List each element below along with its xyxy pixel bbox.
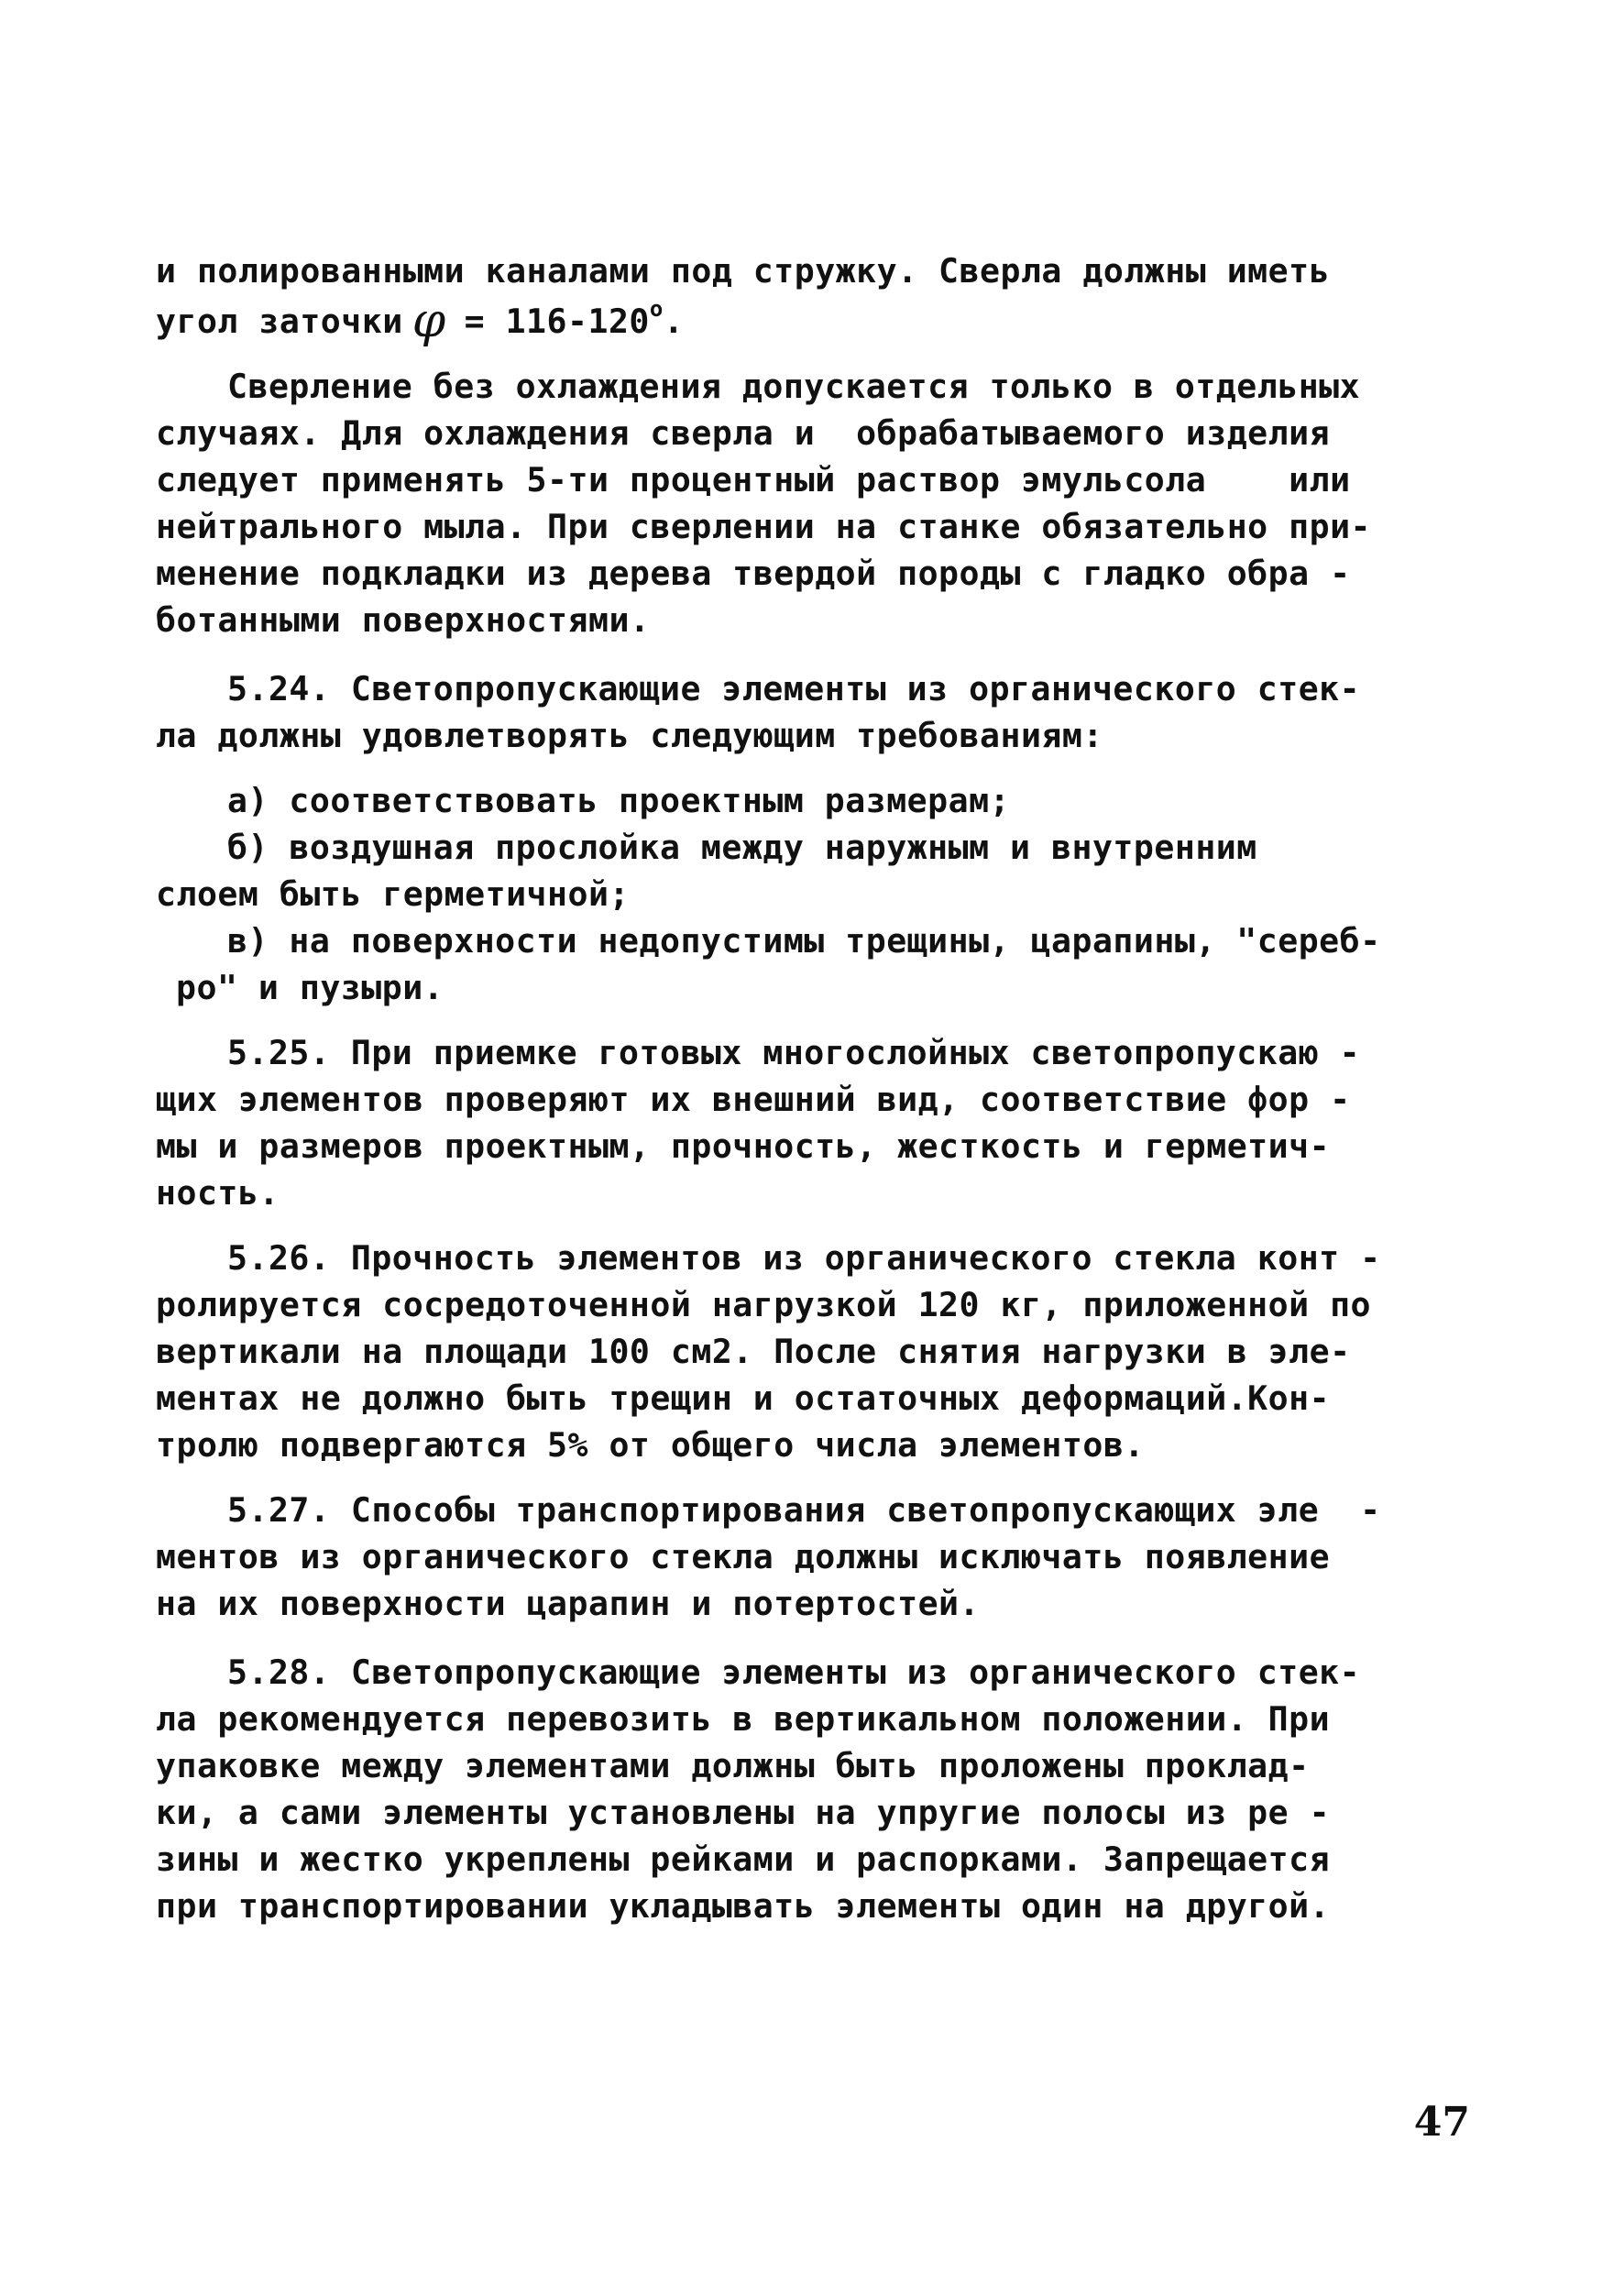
list-item-a <box>156 777 1521 824</box>
paragraph-5-24 <box>156 665 1521 759</box>
paragraph-line: ролируется сосредоточенной нагрузкой 120 кг, приложенной по <box>156 1285 1372 1324</box>
paragraph-line: ла рекомендуется перевозить в вертикальном положении. При <box>156 1699 1331 1739</box>
paragraph-line: 5.25. При приемке готовых многослойных светопропускаю - <box>227 1033 1361 1072</box>
paragraph-line: щих элементов проверяют их внешний вид, соответствие фор - <box>156 1080 1351 1119</box>
paragraph-line: менение подкладки из дерева твердой породы с гладко обра - <box>156 554 1351 593</box>
intro-line-1: и полированными каналами под стружку. Сверла должны иметь <box>156 251 1331 291</box>
paragraph-5-25 <box>156 1029 1521 1216</box>
paragraph-line: ность. <box>156 1173 280 1213</box>
intro-line-2 <box>156 293 1521 348</box>
list-item-b <box>156 824 1521 917</box>
list-item-line: в) на поверхности недопустимы трещины, царапины, "сереб- <box>227 921 1381 961</box>
paragraph-line: при транспортировании укладывать элементы один на другой. <box>156 1886 1331 1926</box>
degree-mark: о <box>649 296 664 322</box>
paragraph-line: ки, а сами элементы установлены на упругие полосы из ре - <box>156 1793 1331 1832</box>
paragraph-line: ментах не должно быть трещин и остаточных деформаций.Кон- <box>156 1378 1331 1418</box>
paragraph-line: на их поверхности царапин и потертостей. <box>156 1584 980 1623</box>
paragraph-5-26 <box>156 1235 1521 1468</box>
paragraph-line: следует применять 5-ти процентный раствор эмульсола или <box>156 460 1351 500</box>
intro-line-2-end: . <box>663 302 685 341</box>
paragraph-line: случаях. Для охлаждения сверла и обрабатываемого изделия <box>156 413 1331 453</box>
paragraph-line: нейтрального мыла. При сверлении на станке обязательно при- <box>156 507 1372 546</box>
list-item-c <box>156 917 1521 1011</box>
phi-symbol: φ <box>411 293 446 348</box>
paragraph-line: мы и размеров проектным, прочность, жесткость и герметич- <box>156 1126 1331 1166</box>
paragraph-line: 5.24. Светопропускающие элементы из органического стек- <box>227 669 1361 708</box>
intro-line-2-prefix: угол заточки <box>156 302 403 341</box>
paragraph-5-28 <box>156 1649 1521 1929</box>
paragraph-cooling <box>156 363 1521 643</box>
paragraph-line: вертикали на площади 100 см2. После снятия нагрузки в эле- <box>156 1332 1351 1371</box>
paragraph-line: ботанными поверхностями. <box>156 600 651 640</box>
paragraph-line: 5.26. Прочность элементов из органического стекла конт - <box>227 1238 1381 1278</box>
list-item-line: ро" и пузыри. <box>176 968 444 1007</box>
list-item-line: а) соответствовать проектным размерам; <box>227 781 1011 820</box>
paragraph-line: ментов из органического стекла должны исключать появление <box>156 1537 1331 1576</box>
paragraph-line: Сверление без охлаждения допускается только в отдельных <box>227 367 1361 406</box>
document-page <box>156 247 1521 1929</box>
paragraph-5-27 <box>156 1487 1521 1627</box>
paragraph-line: тролю подвергаются 5% от общего числа элементов. <box>156 1425 1145 1465</box>
paragraph-line: ла должны удовлетворять следующим требованиям: <box>156 716 1103 755</box>
paragraph-line: 5.27. Способы транспортирования светопропускающих эле - <box>227 1490 1381 1530</box>
paragraph-line: 5.28. Светопропускающие элементы из органического стек- <box>227 1653 1361 1692</box>
requirements-list <box>156 777 1521 1011</box>
angle-value: = 116-120 <box>464 302 650 341</box>
list-item-line: б) воздушная прослойка между наружным и внутренним <box>227 828 1257 867</box>
paragraph-line: зины и жестко укреплены рейками и распорками. Запрещается <box>156 1839 1331 1879</box>
page-number: 47 <box>1413 2099 1470 2146</box>
list-item-line: слоем быть герметичной; <box>156 874 630 914</box>
paragraph-line: упаковке между элементами должны быть проложены проклад- <box>156 1746 1310 1785</box>
